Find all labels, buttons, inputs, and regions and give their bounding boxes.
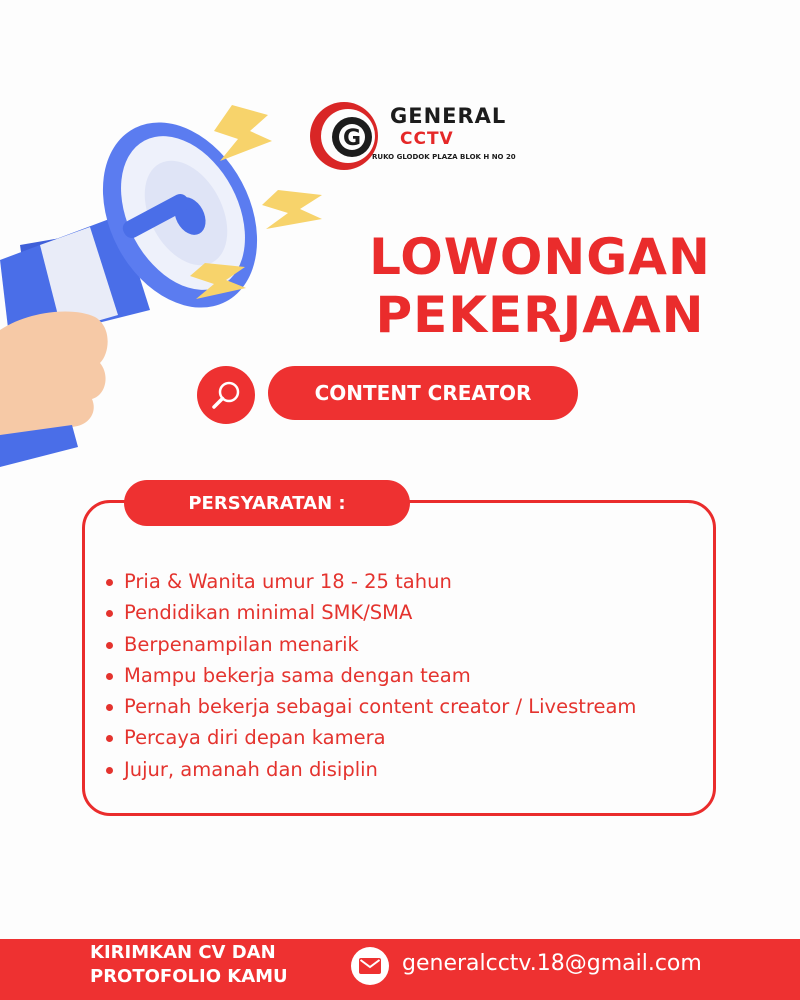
- logo-letter: G: [342, 126, 362, 151]
- requirements-title: [124, 480, 410, 526]
- search-icon: [197, 366, 255, 424]
- list-item: Percaya diri depan kamera: [104, 722, 636, 753]
- list-item: Pernah bekerja sebagai content creator / Livestream: [104, 691, 636, 722]
- page-title: [330, 228, 750, 344]
- list-item: Berpenampilan menarik: [104, 629, 636, 660]
- brand-name: GENERAL: [390, 104, 507, 128]
- list-item: Jujur, amanah dan disiplin: [104, 754, 636, 785]
- list-item: Pendidikan minimal SMK/SMA: [104, 597, 636, 628]
- contact-email[interactable]: generalcctv.18@gmail.com: [402, 951, 702, 976]
- position-label: CONTENT CREATOR: [314, 381, 532, 405]
- headline-line-2: PEKERJAAN: [375, 286, 705, 344]
- brand-address: RUKO GLODOK PLAZA BLOK H NO 20: [372, 153, 516, 161]
- headline-line-1: LOWONGAN: [369, 228, 711, 286]
- requirements-title-label: PERSYARATAN :: [188, 492, 346, 514]
- footer-cta: [90, 941, 288, 989]
- cta-line-2: PROTOFOLIO KAMU: [90, 966, 288, 987]
- envelope-icon: [351, 947, 389, 985]
- position-badge: [268, 366, 578, 420]
- list-item: Mampu bekerja sama dengan team: [104, 660, 636, 691]
- requirements-list: [104, 566, 636, 785]
- brand-subtitle: CCTV: [400, 129, 454, 149]
- brand-logo: [308, 100, 380, 172]
- cta-line-1: KIRIMKAN CV DAN: [90, 942, 276, 963]
- list-item: Pria & Wanita umur 18 - 25 tahun: [104, 566, 636, 597]
